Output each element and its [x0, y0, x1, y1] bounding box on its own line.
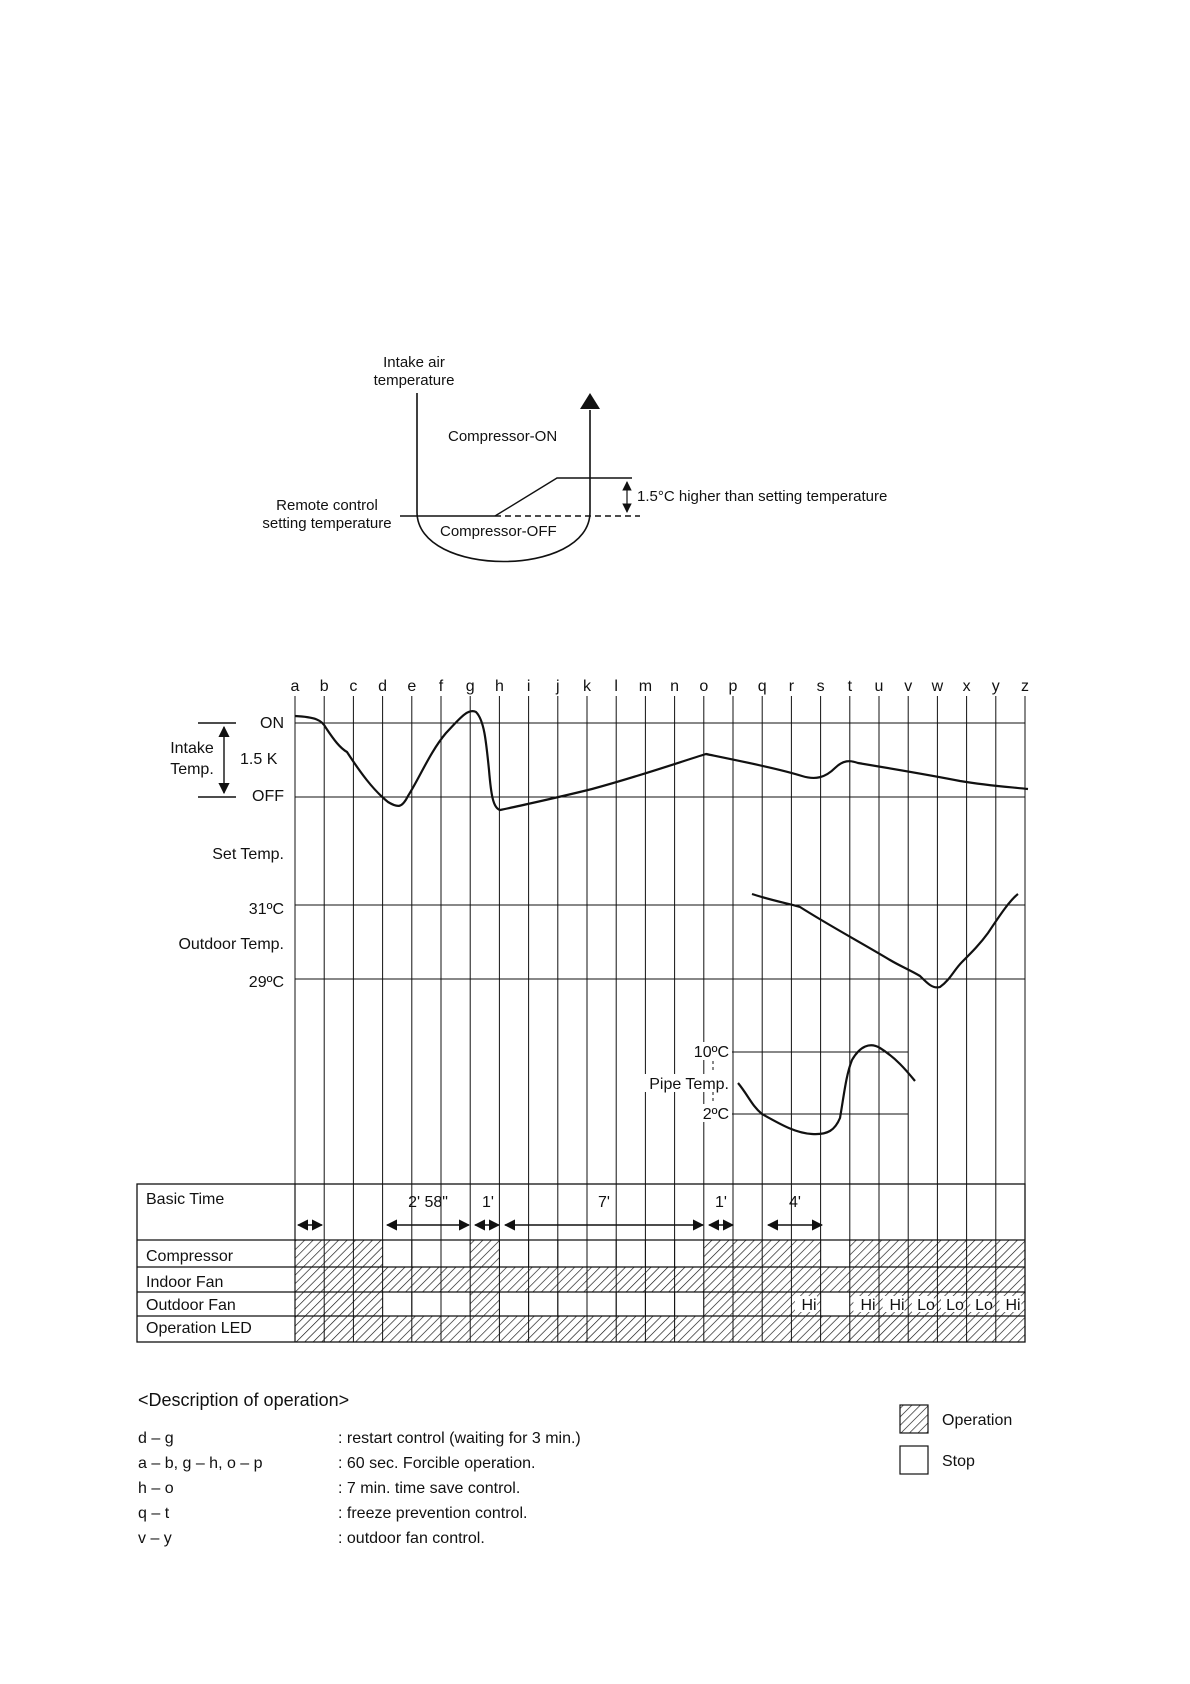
column-letter-n: n — [670, 678, 680, 695]
description-section — [138, 1390, 581, 1547]
time-label-4m: 4' — [789, 1194, 801, 1211]
intake-band-label: 1.5 K — [240, 751, 278, 768]
outdoor-temp-label: Outdoor Temp. — [178, 936, 284, 953]
column-letter-a: a — [290, 678, 300, 695]
column-letter-k: k — [583, 678, 591, 695]
column-letter-y: y — [991, 678, 1000, 695]
time-label-1m-a: 1' — [482, 1194, 494, 1211]
operation-table — [137, 1184, 1025, 1342]
stop-swatch — [900, 1446, 928, 1474]
description-range: h – o — [138, 1480, 174, 1497]
column-letter-p: p — [728, 678, 738, 695]
column-letter-x: x — [962, 678, 971, 695]
offset-label: 1.5°C higher than setting temperature — [637, 488, 888, 505]
column-letter-f: f — [438, 678, 444, 695]
legend-operation-label: Operation — [942, 1412, 1013, 1429]
column-letter-s: s — [816, 678, 825, 695]
pipe-temp-curve — [738, 1045, 915, 1134]
intake-off-label: OFF — [252, 788, 284, 805]
column-letter-h: h — [494, 678, 504, 695]
column-letter-v: v — [904, 678, 913, 695]
column-letter-t: t — [847, 678, 853, 695]
compressor-off-label: Compressor-OFF — [440, 523, 557, 540]
remote-control-label-2: setting temperature — [262, 515, 392, 532]
pipe-low-label: 2ºC — [702, 1106, 729, 1123]
description-range: a – b, g – h, o – p — [138, 1455, 263, 1472]
fan-speed-label: Hi — [860, 1297, 876, 1314]
column-letter-m: m — [638, 678, 653, 695]
intake-air-label-1: Intake air — [383, 354, 445, 371]
column-letter-o: o — [699, 678, 709, 695]
fan-speed-label: Hi — [889, 1297, 905, 1314]
column-letter-z: z — [1021, 678, 1029, 695]
intake-label-1: Intake — [170, 740, 214, 757]
operation-cell — [470, 1240, 499, 1267]
timing-chart — [137, 678, 1029, 1342]
fan-speed-label: Lo — [975, 1297, 993, 1314]
intake-air-label-2: temperature — [373, 372, 455, 389]
pipe-high-label: 10ºC — [693, 1044, 729, 1061]
column-letter-l: l — [614, 678, 618, 695]
description-text: : restart control (waiting for 3 min.) — [338, 1430, 581, 1447]
description-text: : freeze prevention control. — [338, 1505, 528, 1522]
description-text: : outdoor fan control. — [338, 1530, 485, 1547]
column-letter-g: g — [465, 678, 475, 695]
compressor-hysteresis-diagram — [262, 354, 887, 562]
column-letter-q: q — [757, 678, 767, 695]
column-letters — [291, 678, 1029, 695]
time-label-1m-b: 1' — [715, 1194, 727, 1211]
column-letter-i: i — [526, 678, 531, 695]
set-temp-label: Set Temp. — [212, 846, 284, 863]
description-text: : 7 min. time save control. — [338, 1480, 521, 1497]
compressor-on-label: Compressor-ON — [448, 428, 558, 445]
outdoor-low-label: 29ºC — [248, 974, 284, 991]
row-label-operation-led: Operation LED — [146, 1320, 252, 1337]
operation-swatch — [900, 1405, 928, 1433]
fan-speed-label: Hi — [801, 1297, 817, 1314]
basic-time-label: Basic Time — [146, 1191, 225, 1208]
column-letter-u: u — [874, 678, 884, 695]
operation-cell — [470, 1292, 499, 1316]
column-letter-w: w — [931, 678, 944, 695]
column-letter-d: d — [378, 678, 388, 695]
fan-speed-label: Lo — [946, 1297, 964, 1314]
remote-control-label-1: Remote control — [276, 497, 378, 514]
description-text: : 60 sec. Forcible operation. — [338, 1455, 536, 1472]
outdoor-high-label: 31ºC — [248, 901, 284, 918]
intake-temp-curve — [295, 711, 1028, 810]
description-range: v – y — [138, 1530, 172, 1547]
intake-label-2: Temp. — [170, 761, 214, 778]
row-label-outdoor-fan: Outdoor Fan — [146, 1297, 236, 1314]
description-range: d – g — [138, 1430, 174, 1447]
row-label-indoor-fan: Indoor Fan — [146, 1274, 224, 1291]
description-range: q – t — [138, 1505, 170, 1522]
operation-cell — [295, 1267, 1025, 1292]
intake-on-label: ON — [260, 715, 284, 732]
column-letter-j: j — [556, 678, 560, 695]
column-letter-e: e — [407, 678, 417, 695]
column-letter-c: c — [349, 678, 358, 695]
legend-stop-label: Stop — [942, 1453, 975, 1470]
operation-cell — [295, 1292, 383, 1316]
fan-speed-label: Hi — [1005, 1297, 1021, 1314]
column-letter-r: r — [788, 678, 795, 695]
operation-cell — [295, 1240, 383, 1267]
compressor-on-threshold — [495, 478, 632, 516]
up-arrow-icon — [580, 393, 600, 409]
description-title: <Description of operation> — [138, 1390, 350, 1410]
pipe-temp-label: Pipe Temp. — [649, 1076, 729, 1093]
row-label-compressor: Compressor — [146, 1248, 234, 1265]
operation-cell — [295, 1316, 1025, 1342]
time-label-2m58s: 2' 58" — [408, 1194, 448, 1211]
fan-speed-label: Lo — [917, 1297, 935, 1314]
time-label-7m: 7' — [598, 1194, 610, 1211]
legend — [900, 1405, 1012, 1474]
column-letter-b: b — [319, 678, 329, 695]
